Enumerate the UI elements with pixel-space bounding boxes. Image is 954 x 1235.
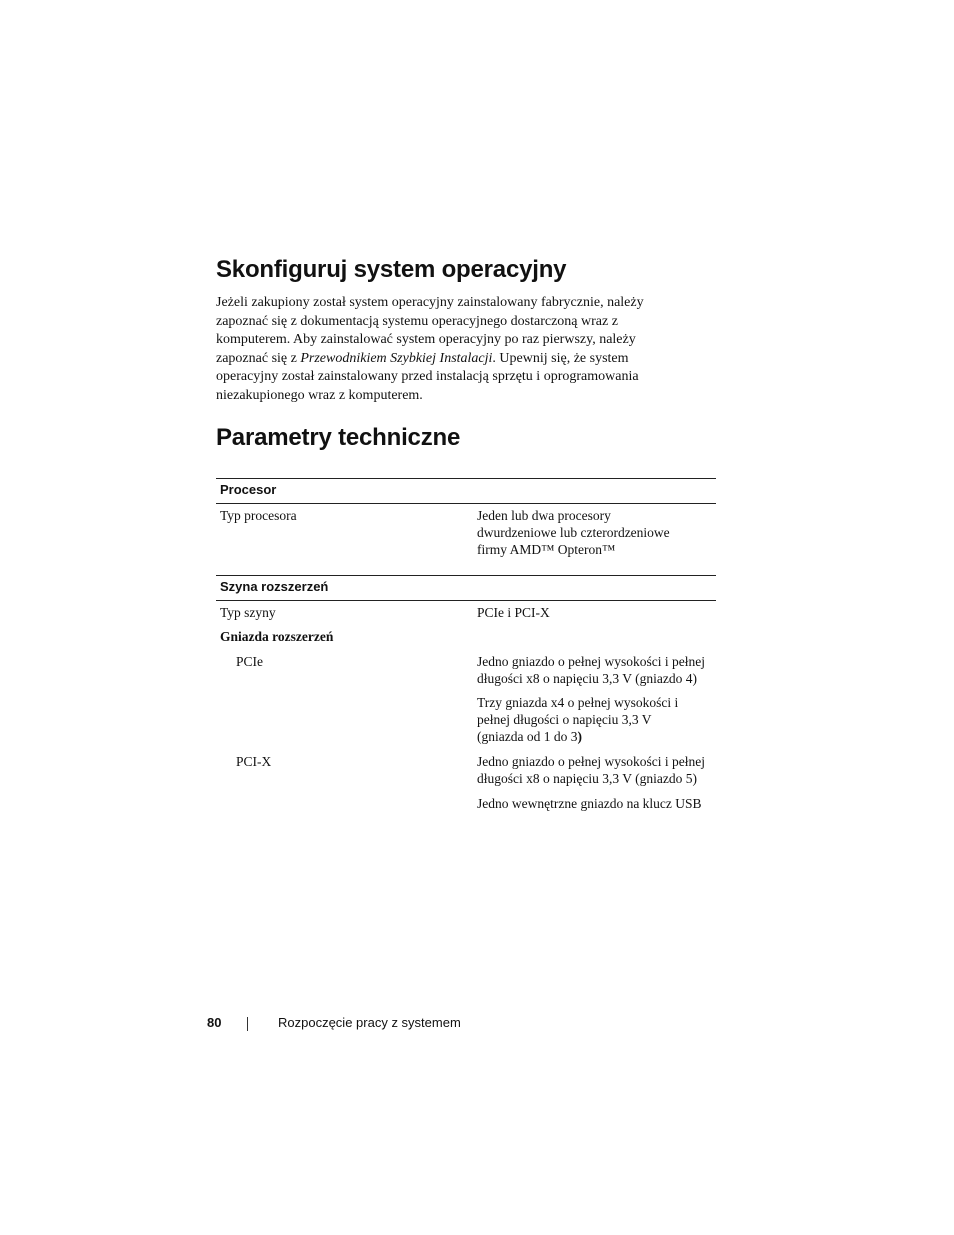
pcix-slot-value: Jedno gniazdo o pełnej wysokości i pełnej długości x8 o napięciu 3,3 V (gniazdo 5)	[477, 754, 705, 786]
section-title-configure-os: Skonfiguruj system operacyjny	[216, 256, 567, 283]
processor-type-value: Jeden lub dwa procesory dwurdzeniowe lub czterordzeniowe firmy AMD™ Opteron™	[477, 508, 670, 557]
intro-paragraph	[216, 294, 686, 406]
pcie-slot-value-2-text: Trzy gniazda x4 o pełnej wysokości i pełnej długości o napięciu 3,3 V (gniazda od 1 do 3	[477, 695, 679, 744]
table-rule	[216, 478, 716, 479]
processor-type-label: Typ procesora	[220, 508, 297, 523]
bus-type-value: PCIe i PCI-X	[477, 605, 550, 620]
footer-separator	[247, 1017, 248, 1031]
bus-type-label: Typ szyny	[220, 605, 276, 620]
table-rule	[216, 575, 716, 576]
expansion-bus-heading: Szyna rozszerzeń	[220, 579, 329, 594]
processor-heading: Procesor	[220, 482, 277, 497]
pcie-slot-value-2-paren: )	[577, 729, 582, 744]
pcix-label: PCI-X	[236, 754, 272, 769]
pcie-label: PCIe	[236, 654, 263, 669]
footer-chapter-title: Rozpoczęcie pracy z systemem	[278, 1015, 461, 1030]
table-rule	[216, 503, 716, 504]
intro-text-part2: . Upewnij się, że system operacyjny został zainstalowany przed instalacją sprzętu i oprogramowania niezakupionego wraz z komputerem.	[216, 350, 639, 403]
pcie-slot-value-1: Jedno gniazdo o pełnej wysokości i pełnej długości x8 o napięciu 3,3 V (gniazdo 4)	[477, 654, 705, 686]
intro-text-part1: Jeżeli zakupiony został system operacyjny zainstalowany fabrycznie, należy zapoznać się z dokumentacją systemu operacyjnego dostarczoną wraz z komputerem. Aby zainstalować system operacyjny po raz pierwszy, należy zapoznać się z	[216, 295, 644, 366]
section-title-technical-specs: Parametry techniczne	[216, 424, 461, 451]
expansion-slots-label: Gniazda rozszerzeń	[220, 629, 334, 644]
usb-slot-value: Jedno wewnętrzne gniazdo na klucz USB	[477, 796, 702, 811]
table-rule	[216, 600, 716, 601]
page-number: 80	[207, 1015, 222, 1030]
quick-install-guide-reference: Przewodnikiem Szybkiej Instalacji	[300, 350, 493, 366]
pcie-slot-value-2	[477, 694, 692, 745]
